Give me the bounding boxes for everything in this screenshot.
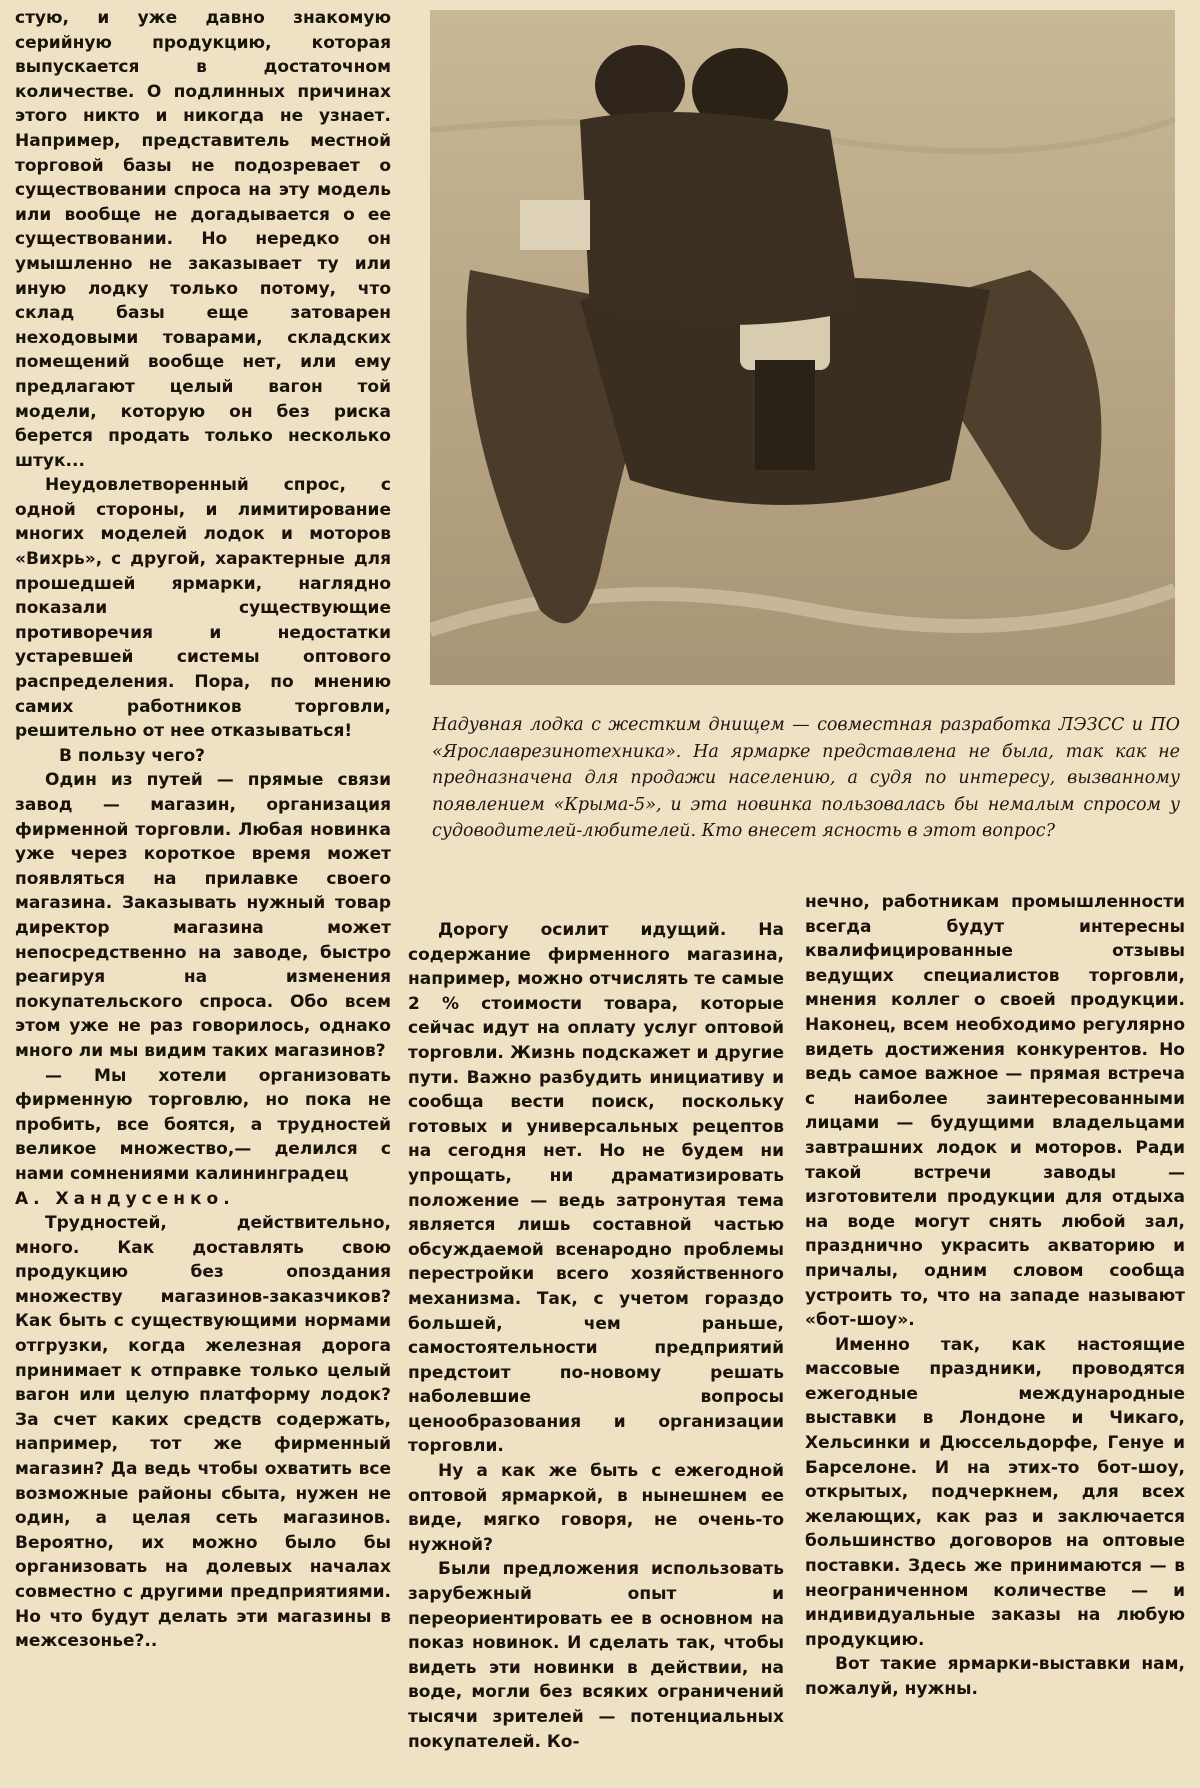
paragraph: нечно, работникам промышленности всегда будут интересны квалифицированные отзывы ведущих специалистов торговли, мнения коллег о своей продукции. Наконец, всем необходимо регулярно видеть достижения конкурентов. Но ведь самое важное — прямая встреча с наиболее заинтересованными лицами — будущими владельцами завтрашних лодок и моторов. Ради такой встречи заводы — изготовители продукции для отдыха на воде могут снять любой зал, празднично украсить акваторию и причалы, одним словом сообща устроить то, что на западе называют «бот-шоу».	[805, 892, 1185, 1331]
boat-photo-illustration	[430, 10, 1175, 685]
paragraph: — Мы хотели организовать фирменную торговлю, но пока не пробить, все боятся, а трудностей великое множество,— делился с нами сомнениями калининградец	[15, 1065, 391, 1184]
inflatable-boat-photo	[430, 10, 1175, 685]
paragraph: Вот такие ярмарки-выставки нам, пожалуй, нужны.	[805, 1654, 1185, 1699]
paragraph: В пользу чего?	[59, 745, 206, 766]
paragraph: Неудовлетворенный спрос, с одной стороны, и лимитирование многих моделей лодок и моторов «Вихрь», с другой, характерные для прошедшей ярмарки, наглядно показали существующие противоречия и недостатки устаревшей системы оптового распределения. Пора, по мнению самих работников торговли, решительно от нее отказываться!	[15, 475, 391, 742]
paragraph: Трудностей, действительно, много. Как доставлять свою продукцию без опоздания множеству магазинов-заказчиков? Как быть с существующими нормами отгрузки, когда железная дорога принимает к отправке только целый вагон или целую платформу лодок? За счет каких средств содержать, например, тот же фирменный магазин? Да ведь чтобы охватить все возможные районы сбыта, нужен не один, а целая сеть магазинов. Вероятно, их можно было бы организовать на долевых началах совместно с другими предприятиями. Но что будут делать эти магазины в межсезонье?..	[15, 1213, 391, 1652]
paragraph: стую, и уже давно знакомую серийную продукцию, которая выпускается в достаточном количестве. О подлинных причинах этого никто и никогда не узнает. Например, представитель местной торговой базы не подозревает о существовании спроса на эту модель или вообще не догадывается о ее существовании. Но нередко он умышленно не заказывает ту или иную лодку только потому, что склад базы еще затоварен неходовыми товарами, складских помещений вообще нет, или ему предлагают целый вагон той модели, которую он без риска берется продать только несколько штук...	[15, 8, 391, 471]
text-column-middle	[408, 918, 784, 1754]
paragraph: Ну а как же быть с ежегодной оптовой ярмаркой, в нынешнем ее виде, мягко говоря, не очень-то нужной?	[408, 1461, 784, 1555]
paragraph: Один из путей — прямые связи завод — магазин, организация фирменной торговли. Любая новинка уже через короткое время может появляться на прилавке своего магазина. Заказывать нужный товар директор магазина может непосредственно на заводе, быстро реагируя на изменения покупательского спроса. Обо всем этом уже не раз говорилось, однако много ли мы видим таких магазинов?	[15, 770, 391, 1061]
text-column-right	[805, 890, 1185, 1702]
paragraph: Именно так, как настоящие массовые праздники, проводятся ежегодные международные выставки в Лондоне и Чикаго, Хельсинки и Дюссельдорфе, Генуе и Барселоне. И на этих-то бот-шоу, открытых, подчеркнем, для всех желающих, как раз и заключается большинство договоров на оптовые поставки. Здесь же принимаются — в неограниченном количестве — и индивидуальные заказы на любую продукцию.	[805, 1334, 1185, 1650]
photo-caption: Надувная лодка с жестким днищем — совместная разработка ЛЭЗСС и ПО «Ярославрезинотехника». На ярмарке представлена не была, так как не предназначена для продажи населению, а судя по интересу, вызванному появлением «Крыма-5», и эта новинка пользовалась бы немалым спросом у судоводителей-любителей. Кто внесет ясность в этот вопрос?	[432, 715, 1180, 841]
paragraph: Были предложения использовать зарубежный опыт и переориентировать ее в основном на показ новинок. И сделать так, чтобы видеть эти новинки в действии, на воде, могли без всяких ограничений тысячи зрителей — потенциальных покупателей. Ко-	[408, 1559, 784, 1752]
text-column-left	[15, 6, 391, 1654]
paragraph: Дорогу осилит идущий. На содержание фирменного магазина, например, можно отчислять те самые 2 % стоимости товара, которые сейчас идут на оплату услуг оптовой торговли. Жизнь подскажет и другие пути. Важно разбудить инициативу и сообща вести поиск, поскольку готовых и универсальных рецептов на сегодня нет. Но не будем ни упрощать, ни драматизировать положение — ведь затронутая тема является лишь составной частью обсуждаемой всенародно проблемы перестройки всего хозяйственного механизма. Так, с учетом гораздо большей, чем раньше, самостоятельности предприятий предстоит по-новому решать наболевшие вопросы ценообразования и организации торговли.	[408, 920, 784, 1457]
author-name: А. Хандусенко.	[15, 1188, 235, 1209]
